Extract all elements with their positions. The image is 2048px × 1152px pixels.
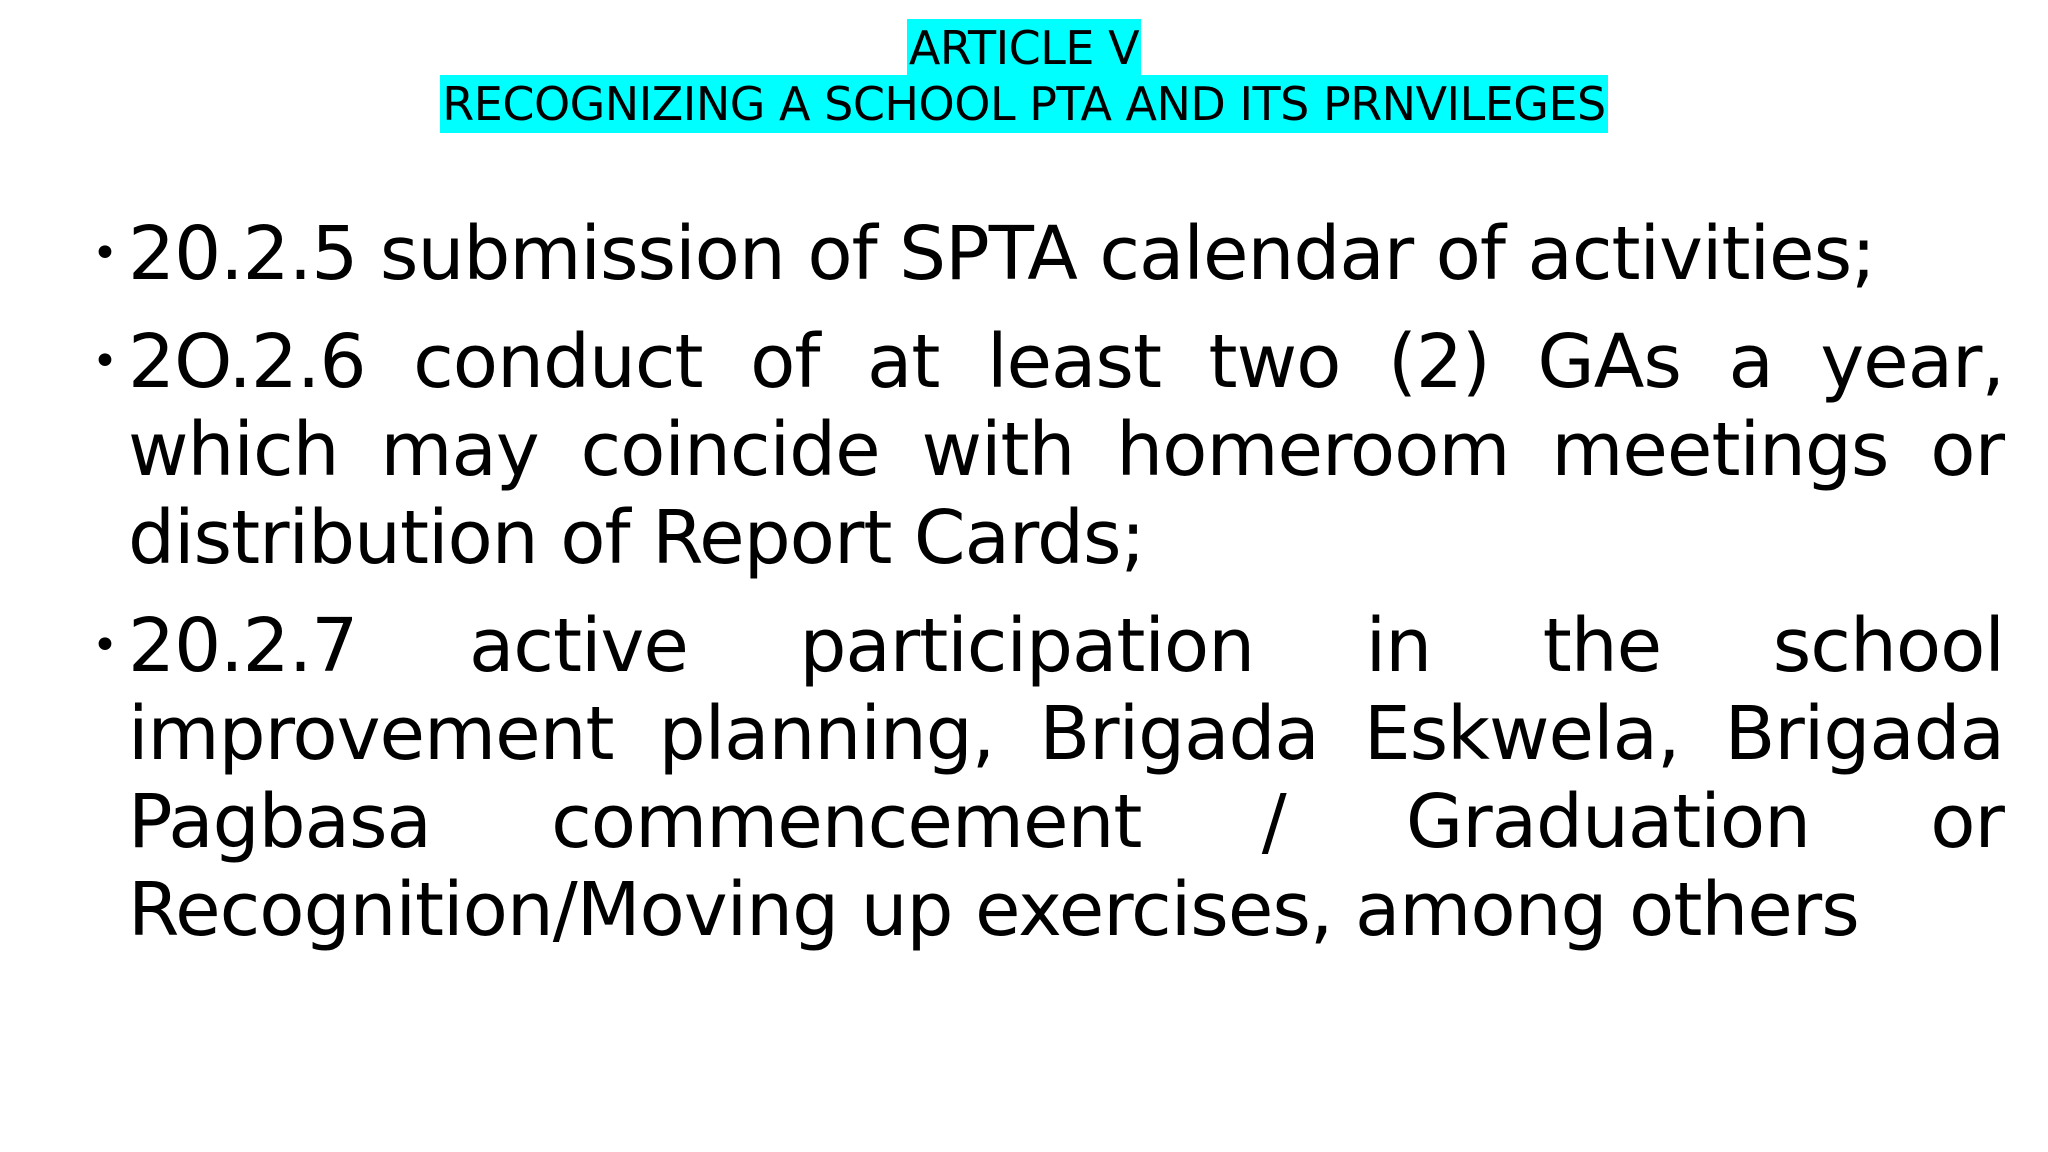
- bullet-dot-icon: •: [92, 228, 117, 279]
- bullet-dot-icon: •: [92, 336, 117, 387]
- bullet-text: 20.2.5 submission of SPTA calendar of activities;: [128, 211, 1876, 297]
- bullet-item-20-2-7: [92, 602, 2004, 954]
- title-line-article: ARTICLE V: [908, 21, 1140, 75]
- bullet-list: [92, 210, 2004, 974]
- title-line-heading: RECOGNIZING A SCHOOL PTA AND ITS PRNVILEGES: [442, 77, 1606, 131]
- bullet-item-20-2-6: [92, 318, 2004, 582]
- bullet-item-20-2-5: [92, 210, 2004, 298]
- slide-title: [0, 20, 2048, 132]
- bullet-dot-icon: •: [92, 620, 117, 671]
- bullet-text: 2O.2.6 conduct of at least two (2) GAs a year, which may coincide with homeroom meetings or distribution of Report Cards;: [128, 319, 2004, 581]
- bullet-text: 20.2.7 active participation in the school improvement planning, Brigada Eskwela, Brigada Pagbasa commencement / Graduation or Recognition/Moving up exercises, among others: [128, 603, 2004, 953]
